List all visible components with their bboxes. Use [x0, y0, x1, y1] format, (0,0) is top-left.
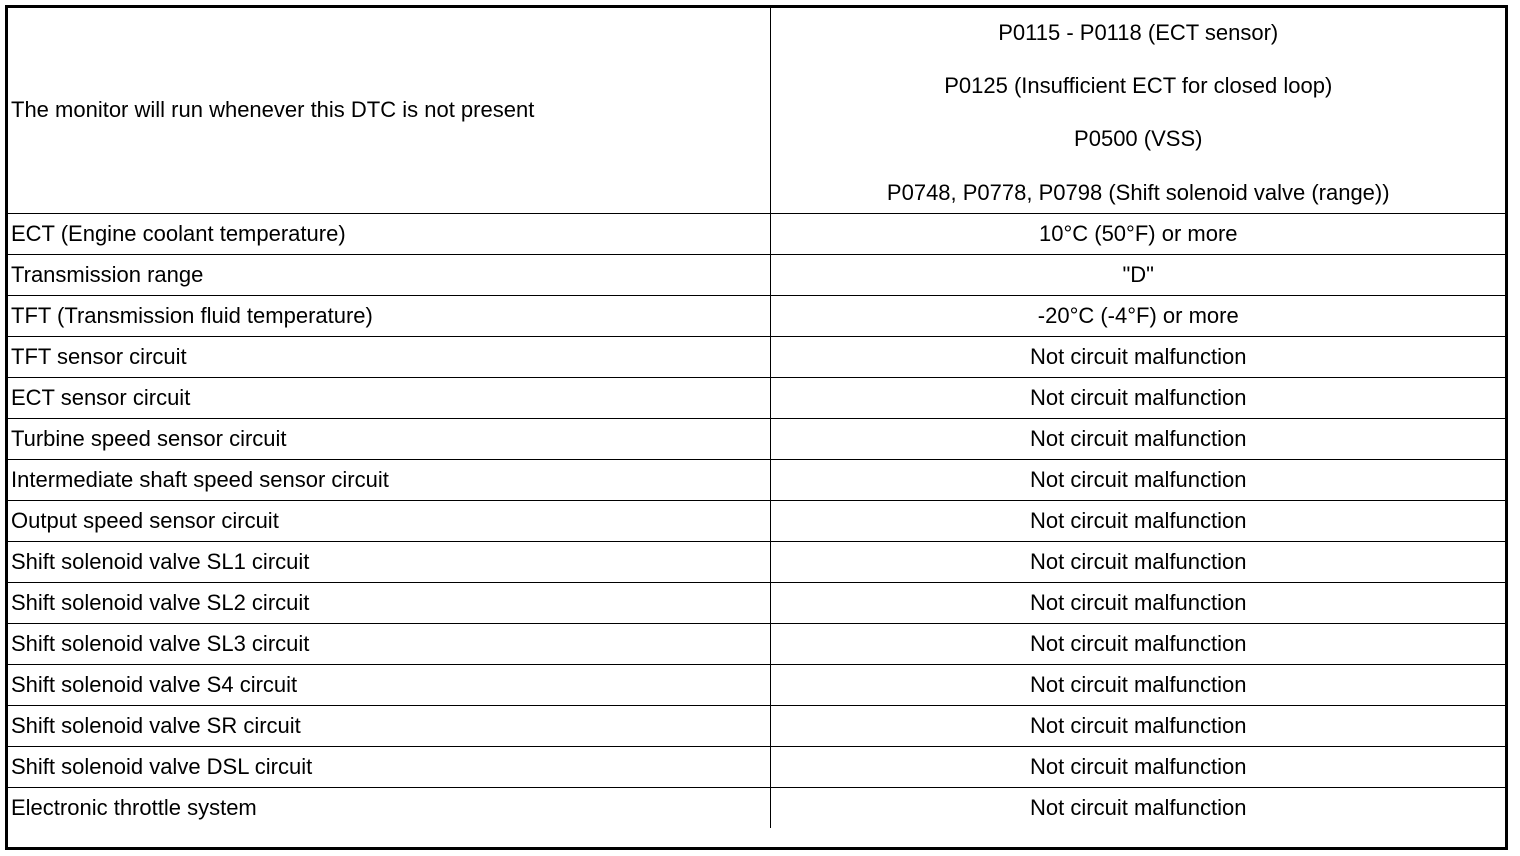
- row-value: Not circuit malfunction: [770, 418, 1506, 459]
- table-body: [7, 7, 1506, 828]
- row-value: Not circuit malfunction: [770, 705, 1506, 746]
- row-label: TFT (Transmission fluid temperature): [7, 295, 770, 336]
- table-row: [7, 336, 1506, 377]
- row-value: "D": [770, 254, 1506, 295]
- row-value: Not circuit malfunction: [770, 623, 1506, 664]
- row-value: Not circuit malfunction: [770, 664, 1506, 705]
- table-row: [7, 623, 1506, 664]
- dtc-item: P0500 (VSS): [1074, 126, 1203, 152]
- table-row: [7, 377, 1506, 418]
- table-row-dtc: [7, 7, 1506, 213]
- row-value: Not circuit malfunction: [770, 746, 1506, 787]
- table-row: [7, 295, 1506, 336]
- row-label: Shift solenoid valve SL1 circuit: [7, 541, 770, 582]
- row-label: Electronic throttle system: [7, 787, 770, 828]
- row-value: Not circuit malfunction: [770, 541, 1506, 582]
- dtc-item: P0125 (Insufficient ECT for closed loop): [944, 73, 1333, 99]
- row-label: Shift solenoid valve SL3 circuit: [7, 623, 770, 664]
- row-value: -20°C (-4°F) or more: [770, 295, 1506, 336]
- table-row: [7, 664, 1506, 705]
- row-label: Shift solenoid valve SR circuit: [7, 705, 770, 746]
- row-label: Shift solenoid valve DSL circuit: [7, 746, 770, 787]
- table-row: [7, 746, 1506, 787]
- row-label: Shift solenoid valve S4 circuit: [7, 664, 770, 705]
- row-value: Not circuit malfunction: [770, 582, 1506, 623]
- monitor-conditions-table: [7, 7, 1506, 828]
- row-label: The monitor will run whenever this DTC is not present: [7, 7, 770, 213]
- row-label: Transmission range: [7, 254, 770, 295]
- table-row: [7, 254, 1506, 295]
- row-label: Shift solenoid valve SL2 circuit: [7, 582, 770, 623]
- row-value: Not circuit malfunction: [770, 459, 1506, 500]
- row-label: Output speed sensor circuit: [7, 500, 770, 541]
- row-label: ECT sensor circuit: [7, 377, 770, 418]
- row-value: 10°C (50°F) or more: [770, 213, 1506, 254]
- row-label: Intermediate shaft speed sensor circuit: [7, 459, 770, 500]
- table-row: [7, 213, 1506, 254]
- table-row: [7, 459, 1506, 500]
- table-row: [7, 582, 1506, 623]
- table-row: [7, 418, 1506, 459]
- table-row: [7, 787, 1506, 828]
- row-value: Not circuit malfunction: [770, 336, 1506, 377]
- row-label: ECT (Engine coolant temperature): [7, 213, 770, 254]
- dtc-item: P0115 - P0118 (ECT sensor): [998, 19, 1279, 45]
- table-row: [7, 541, 1506, 582]
- row-value-dtc-list: [770, 7, 1506, 213]
- row-value: Not circuit malfunction: [770, 377, 1506, 418]
- table-row: [7, 705, 1506, 746]
- row-value: Not circuit malfunction: [770, 500, 1506, 541]
- row-value: Not circuit malfunction: [770, 787, 1506, 828]
- row-label: Turbine speed sensor circuit: [7, 418, 770, 459]
- table-row: [7, 500, 1506, 541]
- dtc-item: P0748, P0778, P0798 (Shift solenoid valve (range)): [886, 179, 1390, 205]
- row-label: TFT sensor circuit: [7, 336, 770, 377]
